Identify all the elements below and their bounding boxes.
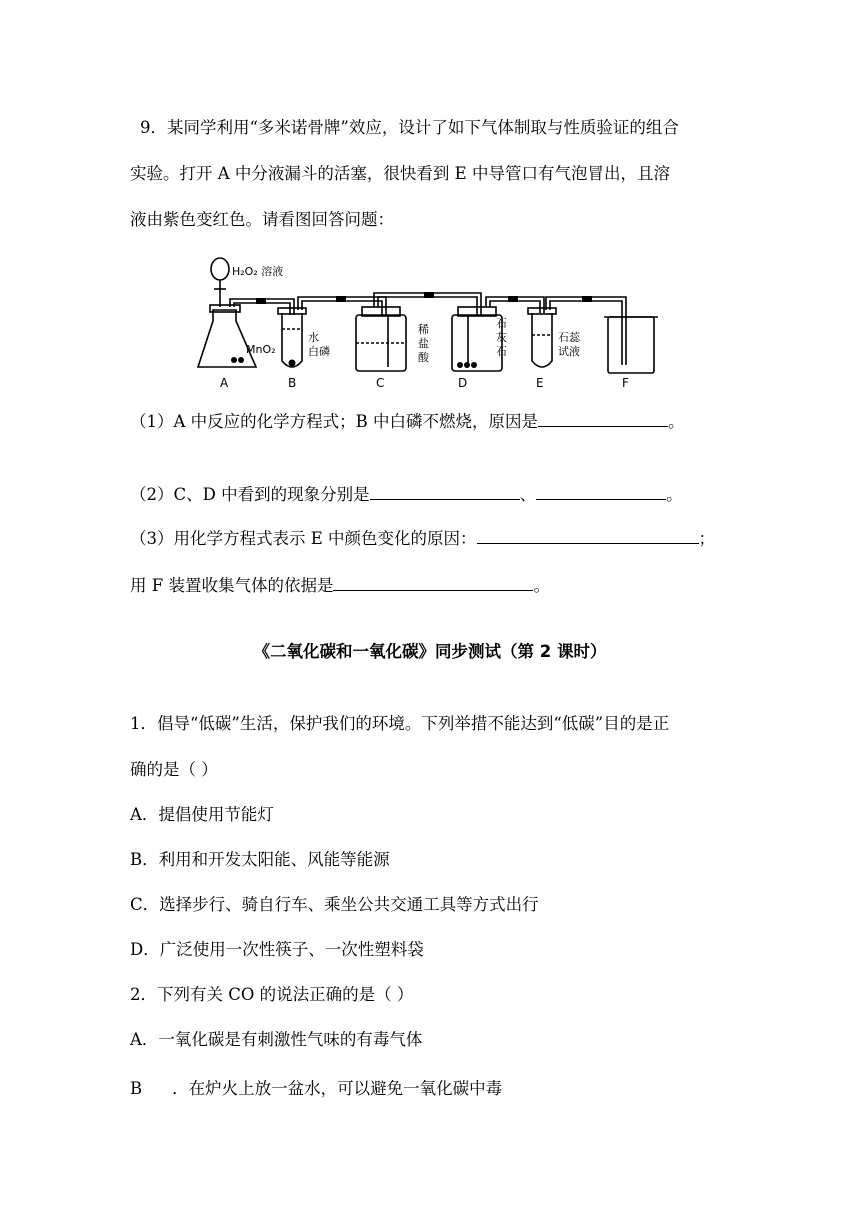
letter-c: C [376, 376, 385, 390]
q9-sub1-text: （1）A 中反应的化学方程式；B 中白磷不燃烧，原因是 [130, 412, 539, 431]
q1-option-c: C．选择步行、骑自行车、乘坐公共交通工具等方式出行 [130, 895, 539, 914]
label-white-phosphorus: 白磷 [308, 345, 330, 358]
q2-option-b [130, 1077, 502, 1101]
q1-line2: 确的是（ ） [130, 760, 218, 779]
letter-d: D [458, 376, 468, 390]
answer-blank[interactable] [477, 527, 699, 544]
q9-sub3 [130, 527, 715, 551]
q1-line1: 1．倡导“低碳”生活，保护我们的环境。下列举措不能达到“低碳”目的是正 [130, 714, 670, 733]
label-litmus-2: 试液 [558, 345, 580, 358]
q9-sub2-text: （2）C、D 中看到的现象分别是 [130, 485, 370, 504]
letter-b: B [288, 376, 297, 390]
q9-line3: 液由紫色变红色。请看图回答问题： [130, 210, 394, 229]
q9-sub3-text: （3）用化学方程式表示 E 中颜色变化的原因： [130, 529, 477, 548]
q9-sub1 [130, 410, 685, 434]
label-water: 水 [308, 331, 319, 344]
letter-f: F [622, 376, 629, 390]
q1-option-b: B．利用和开发太阳能、风能等能源 [130, 850, 390, 869]
label-acid-1: 稀 [418, 323, 429, 336]
label-stone-3: 石 [496, 345, 507, 358]
answer-blank[interactable] [538, 410, 668, 427]
q9-sub2-mid: 、 [519, 485, 537, 504]
q9-sub2 [130, 483, 683, 507]
conical-flask-a [198, 310, 256, 367]
label-acid-2: 盐 [418, 337, 429, 350]
answer-blank[interactable] [536, 483, 666, 500]
q2-option-a: A．一氧化碳是有刺激性气味的有毒气体 [130, 1030, 423, 1049]
q1-option-d: D．广泛使用一次性筷子、一次性塑料袋 [130, 940, 424, 959]
q9-line2: 实验。打开 A 中分液漏斗的活塞，很快看到 E 中导管口有气泡冒出，且溶 [130, 164, 670, 183]
q2-option-b-text: ．在炉火上放一盆水，可以避免一氧化碳中毒 [172, 1079, 503, 1098]
section-title: 《二氧化碳和一氧化碳》同步测试（第 2 课时） [253, 642, 607, 661]
test-tube-e [532, 313, 552, 367]
separatory-funnel-bulb [211, 258, 229, 280]
answer-blank[interactable] [333, 574, 533, 591]
letter-a: A [220, 376, 229, 390]
q2-option-b-letter: B [130, 1079, 143, 1098]
label-acid-3: 酸 [418, 351, 429, 364]
q9-sub3b-end: 。 [533, 576, 550, 595]
label-stone-1: 石 [496, 317, 507, 330]
bottle-f [608, 317, 654, 373]
apparatus-figure [196, 255, 666, 395]
label-mno2: MnO₂ [246, 343, 276, 356]
q9-line1: 9．某同学利用“多米诺骨牌”效应，设计了如下气体制取与性质验证的组合 [140, 118, 679, 137]
q9-sub1-end: 。 [668, 412, 685, 431]
answer-blank[interactable] [370, 483, 520, 500]
q1-option-a: A．提倡使用节能灯 [130, 805, 274, 824]
q9-sub3-end: ； [698, 529, 716, 548]
q2-line1: 2．下列有关 CO 的说法正确的是（ ） [130, 985, 414, 1004]
label-stone-2: 灰 [496, 331, 507, 344]
label-litmus-1: 石蕊 [558, 331, 580, 344]
q9-sub3b [130, 574, 550, 598]
test-tube-b [282, 313, 302, 367]
q9-sub2-end: 。 [666, 485, 683, 504]
letter-e: E [536, 376, 544, 390]
label-h2o2: H₂O₂ 溶液 [232, 265, 284, 278]
q9-sub3b-text: 用 F 装置收集气体的依据是 [130, 576, 334, 595]
